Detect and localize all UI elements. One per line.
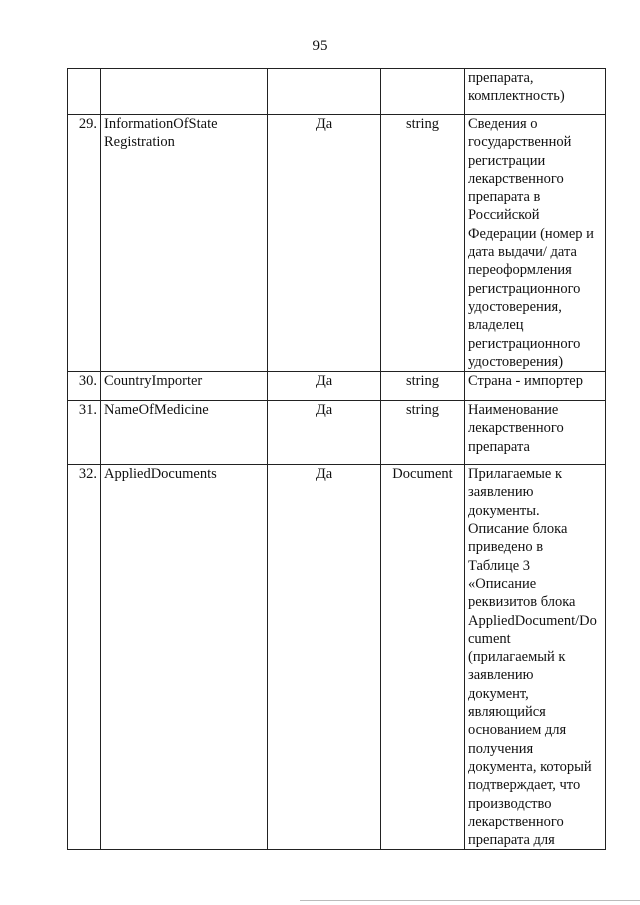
description-cell: Наименование лекарственного препарата [465, 401, 606, 465]
required-cell: Да [268, 115, 381, 372]
description-cell: Прилагаемые к заявлению документы. Описание блока приведено в Таблице 3 «Описание реквизитов блока AppliedDocument/Do cument (прилагаемый к заявлению документ, являющийся основанием для получения документа, который подтверждает, что производство лекарственного препарата для [465, 465, 606, 850]
description-cell: Сведения о государственной регистрации лекарственного препарата в Российской Федерации (номер и дата выдачи/ дата переоформления регистрационного удостоверения, владелец регистрационного удостоверения) [465, 115, 606, 372]
required-cell: Да [268, 465, 381, 850]
table-row [68, 69, 606, 115]
table-row [68, 372, 606, 401]
element-name-cell: AppliedDocuments [101, 465, 268, 850]
type-cell: string [381, 372, 465, 401]
table-row [68, 465, 606, 850]
required-cell [268, 69, 381, 115]
description-cell: препарата, комплектность) [465, 69, 606, 115]
type-cell: string [381, 115, 465, 372]
table-row [68, 401, 606, 465]
description-cell: Страна - импортер [465, 372, 606, 401]
row-number-cell: 32. [68, 465, 101, 850]
element-name-cell: NameOfMedicine [101, 401, 268, 465]
required-cell: Да [268, 401, 381, 465]
row-number-cell: 29. [68, 115, 101, 372]
requisites-table [67, 68, 606, 850]
row-number-cell: 30. [68, 372, 101, 401]
required-cell: Да [268, 372, 381, 401]
type-cell: Document [381, 465, 465, 850]
table-row [68, 115, 606, 372]
page-edge-line [300, 900, 640, 901]
element-name-cell: CountryImporter [101, 372, 268, 401]
element-name-cell [101, 69, 268, 115]
row-number-cell [68, 69, 101, 115]
type-cell: string [381, 401, 465, 465]
row-number-cell: 31. [68, 401, 101, 465]
type-cell [381, 69, 465, 115]
page-number: 95 [312, 38, 328, 54]
element-name-cell: InformationOfState Registration [101, 115, 268, 372]
